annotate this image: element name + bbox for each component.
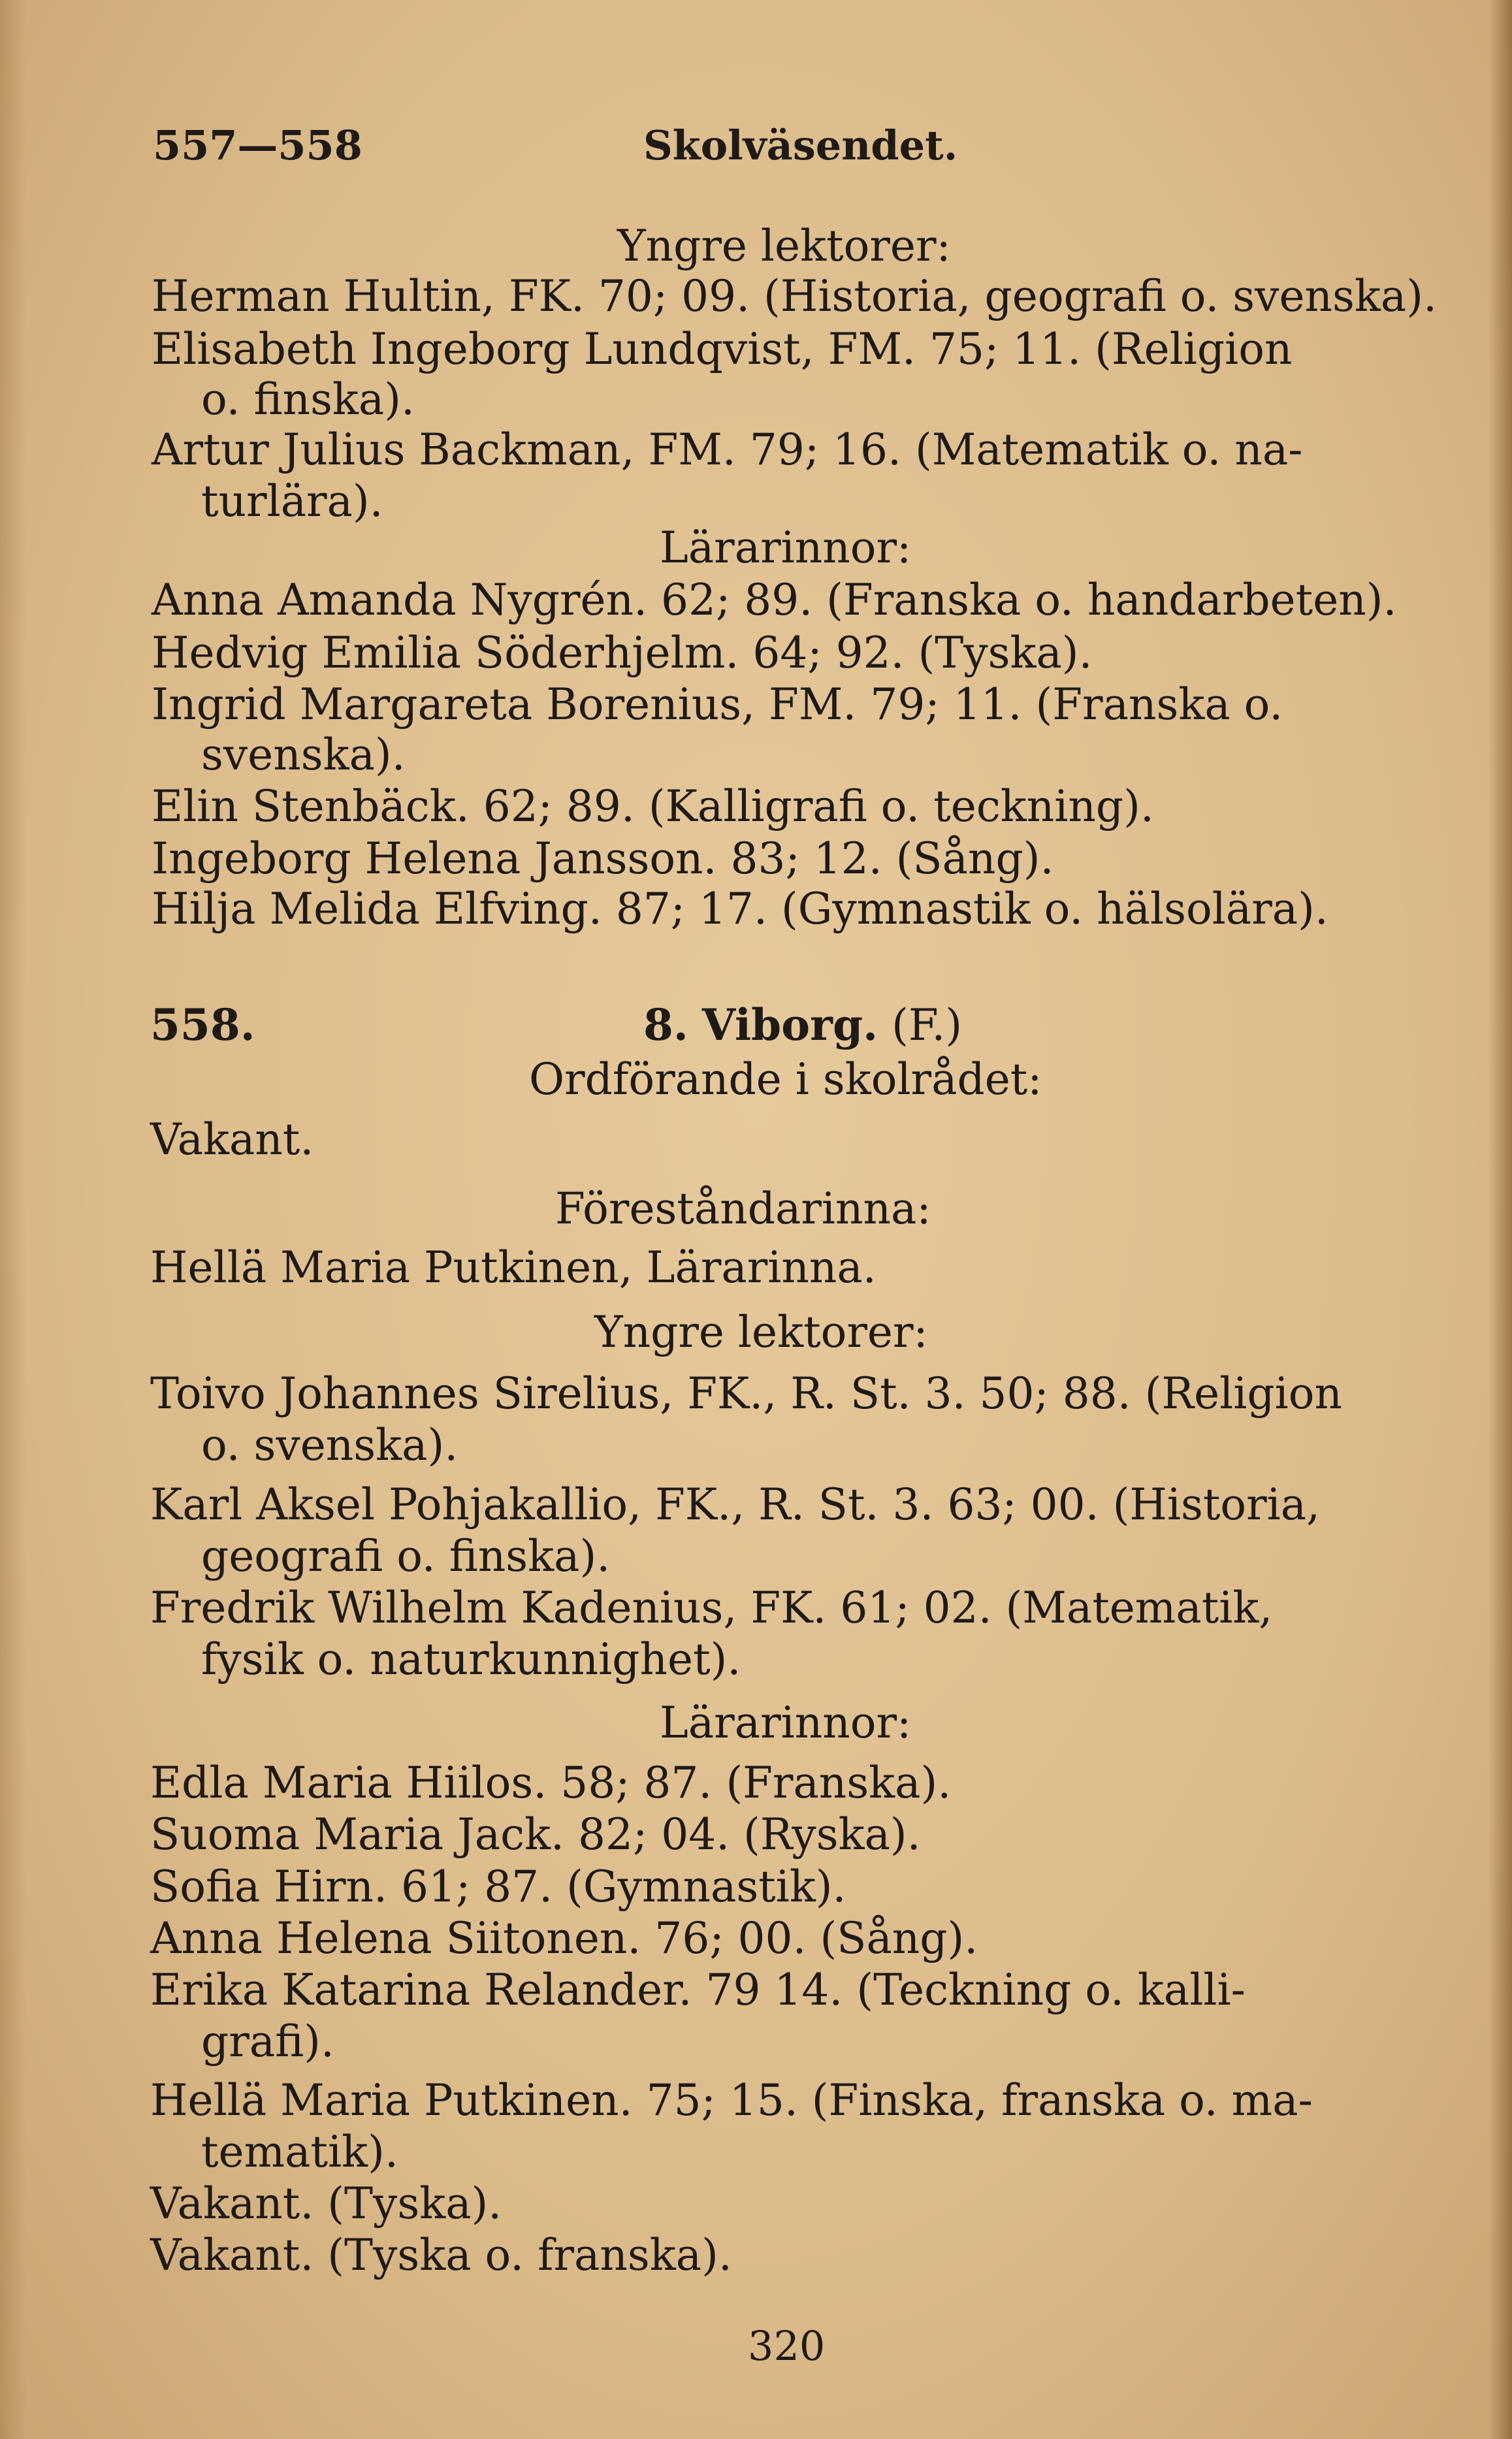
entry-line: Artur Julius Backman, FM. 79; 16. (Matematik o. na-: [152, 425, 1303, 475]
page-edge-shadow-left: [0, 0, 26, 2439]
column-range: 557—558: [153, 121, 362, 169]
entry-line: Fredrik Wilhelm Kadenius, FK. 61; 02. (Matematik,: [150, 1583, 1273, 1633]
entry-line: fysik o. naturkunnighet).: [201, 1634, 741, 1685]
entry-line: Herman Hultin, FK. 70; 09. (Historia, geografi o. svenska).: [152, 271, 1437, 321]
page-number: 320: [748, 2322, 826, 2370]
entry-line: Hedvig Emilia Söderhjelm. 64; 92. (Tyska).: [152, 628, 1093, 678]
entry-line: Edla Maria Hiilos. 58; 87. (Franska).: [150, 1758, 952, 1808]
entry-line: Erika Katarina Relander. 79 14. (Teckning o. kalli-: [150, 1965, 1246, 2015]
section-title-number: 8.: [643, 999, 688, 1050]
section-number: 558.: [150, 999, 255, 1050]
entry-line: Hilja Melida Elfving. 87; 17. (Gymnastik o. hälsolära).: [152, 884, 1328, 934]
entry-line: o. svenska).: [201, 1420, 458, 1470]
entry-line: Toivo Johannes Sirelius, FK., R. St. 3. 50; 88. (Religion: [150, 1368, 1342, 1419]
entry-line: svenska).: [201, 730, 406, 780]
entry-line: Vakant.: [150, 1114, 314, 1165]
heading-lararinnor-1: Lärarinnor:: [660, 523, 912, 573]
section-title: [643, 999, 962, 1050]
entry-line: o. finska).: [201, 374, 415, 425]
entry-line: Suoma Maria Jack. 82; 04. (Ryska).: [150, 1809, 921, 1860]
entry-line: Anna Helena Siitonen. 76; 00. (Sång).: [150, 1913, 978, 1963]
entry-line: geografi o. finska).: [201, 1531, 611, 1581]
section-title-name: Viborg.: [701, 999, 878, 1050]
running-head: Skolväsendet.: [643, 121, 958, 169]
entry-line: Karl Aksel Pohjakallio, FK., R. St. 3. 63; 00. (Historia,: [150, 1479, 1321, 1530]
entry-line: Anna Amanda Nygrén. 62; 89. (Franska o. handarbeten).: [152, 575, 1397, 625]
entry-line: Elin Stenbäck. 62; 89. (Kalligrafi o. teckning).: [152, 781, 1154, 832]
entry-line: Vakant. (Tyska).: [150, 2178, 502, 2229]
entry-line: Vakant. (Tyska o. franska).: [150, 2230, 732, 2280]
entry-line: Ingeborg Helena Jansson. 83; 12. (Sång).: [152, 833, 1054, 884]
entry-line: tematik).: [201, 2127, 398, 2177]
entry-line: Hellä Maria Putkinen, Lärarinna.: [150, 1242, 877, 1293]
entry-line: grafi).: [201, 2016, 334, 2067]
heading-yngre-lektorer-2: Yngre lektorer:: [594, 1307, 928, 1357]
heading-ordforande: Ordförande i skolrådet:: [529, 1054, 1042, 1105]
entry-line: Hellä Maria Putkinen. 75; 15. (Finska, franska o. ma-: [150, 2075, 1313, 2125]
entry-line: Sofia Hirn. 61; 87. (Gymnastik).: [150, 1862, 846, 1912]
entry-line: Ingrid Margareta Borenius, FM. 79; 11. (Franska o.: [152, 679, 1283, 730]
entry-line: Elisabeth Ingeborg Lundqvist, FM. 75; 11. (Religion: [152, 324, 1293, 374]
heading-yngre-lektorer-1: Yngre lektorer:: [617, 221, 951, 271]
entry-line: turlära).: [201, 476, 383, 526]
heading-forestandarinna: Föreståndarinna:: [555, 1184, 931, 1234]
heading-lararinnor-2: Lärarinnor:: [660, 1698, 912, 1748]
section-title-suffix: (F.): [892, 1000, 963, 1050]
page-edge-shadow-right: [1488, 0, 1512, 2439]
